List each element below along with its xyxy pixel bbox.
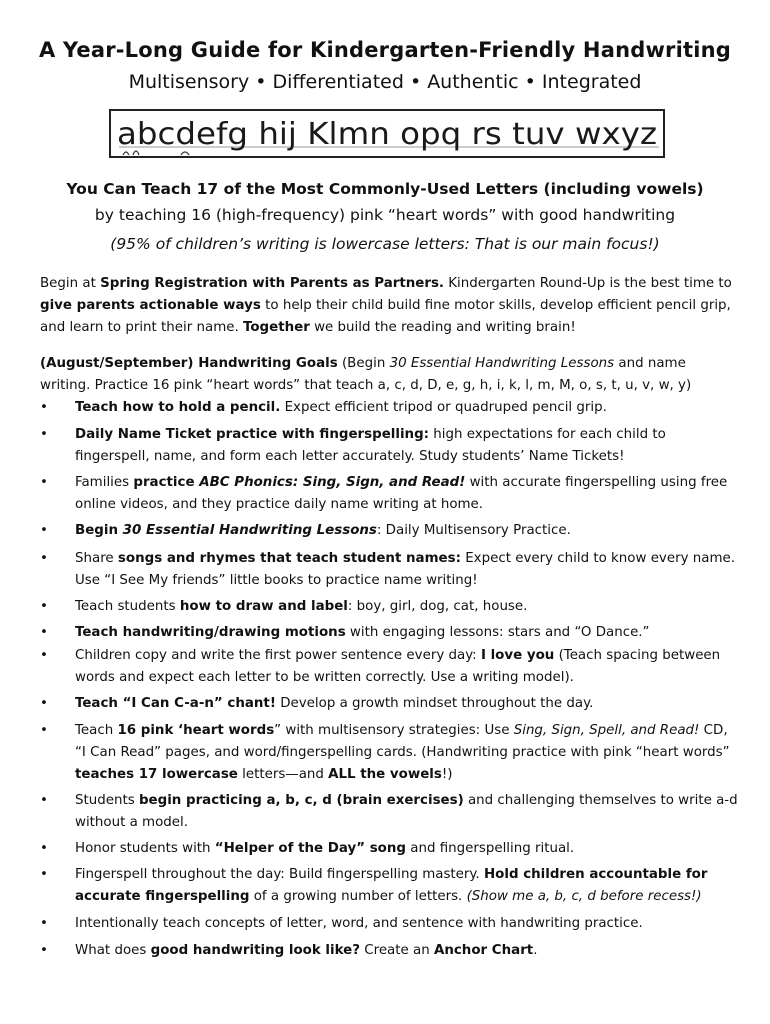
bullet-icon: • (40, 625, 48, 640)
document-page: A Year-Long Guide for Kindergarten-Friendly Handwriting Multisensory • Differentiated • Authentic • Integrated abcdefg hij Klmn opq rs tuv wxyz You Can Teach 17 of the Most Commonly-Used Letters (including vowels) by teaching 16 (high-frequency) pink “heart words” with good handwriting (95% of children’s writing is lowercase letters: That is our main focus!) Begin at Spring Registration with Parents as Partners. Kindergarten Round-Up is the best time to give parents actionable ways to help their child build fine motor skills, develop efficient pencil grip, and learn to print their name. Together we build the reading and writing brain! (August/September) Handwriting Goals (Begin 30 Essential Handwriting Lessons and name writing. Practice 16 pink “heart words” that teach a, c, d, D, e, g, h, i, k, l, m, M, o, s, t, u, v, w, y) • Teach how to hold a pencil. Expect efficient tripod or quadruped pencil grip. • Daily Name Ticket practice with fingerspelling: high expectations for each child to fingerspell, name, and form each letter accurately. Study students’ Name Tickets! • Families practice ABC Phonics: Sing, Sign, and Read! with accurate fingerspelling using free online videos, and they practice daily name writing at home. • Begin 30 Essential Handwriting Lessons: Daily Multisensory Practice. • Share songs and rhymes that teach student names: Expect every child to know every name. Use “I See My friends” little books to practice name writing! • Teach students how to draw and label: boy, girl, dog, cat, house. • Teach handwriting/drawing motions with engaging lessons: stars and “O Dance.” • Children copy and write the first power sentence every day: I love you (Teach spacing between words and expect each letter to be written correctly. Use a writing model). • Teach “I Can C-a-n” chant! Develop a growth mindset throughout the day. • Teach 16 pink ‘heart words” with multisensory strategies: Use Sing, Sign, Spell, and Read! CD, “I Can Read” pages, and word/fingerspelling cards. (Handwriting practice with pink “heart words” teaches 17 lowercase letters—and ALL the vowels!) • Students begin practicing a, b, c, d (brain exercises) and challenging themselves to write a-d without a model. • Honor students with “Helper of the Day” song and fingerspelling ritual. • Fingerspell throughout the day: Build fingerspelling mastery. Hold children accountable for accurate fingerspelling of a growing number of letters. (Show me a, b, c, d before recess!) • Intentionally teach concepts of letter, word, and sentence with handwriting practice. • What does good handwriting look like? Create an Anchor Chart. (0, 0, 770, 1024)
bullet-icon: • (40, 696, 48, 711)
intro-paragraph: Begin at Spring Registration with Parents as Partners. Kindergarten Round-Up is the best time to give parents actionable ways to help their child build fine motor skills, develop efficient pencil grip, and learn to print their name. Together we build the reading and writing brain! (40, 276, 732, 335)
page-title: A Year-Long Guide for Kindergarten-Friendly Handwriting (38, 38, 732, 62)
bullet-icon: • (40, 427, 48, 442)
bullet-icon: • (40, 867, 48, 882)
bullet-icon: • (40, 793, 48, 808)
bullet-icon: • (40, 551, 48, 566)
page-subtitle: Multisensory • Differentiated • Authentic • Integrated (128, 71, 642, 93)
handwritten-alphabet-strip (109, 109, 665, 158)
bullet-icon: • (40, 841, 48, 856)
bullet-icon: • (40, 475, 48, 490)
goals-paragraph: (August/September) Handwriting Goals (Begin 30 Essential Handwriting Lessons and name writing. Practice 16 pink “heart words” that teach a, c, d, D, e, g, h, i, k, l, m, M, o, s, t, u, v, w, y) (40, 356, 692, 393)
bullet-icon: • (40, 916, 48, 931)
headline-line-3: (95% of children’s writing is lowercase letters: That is our main focus!) (110, 235, 660, 253)
bullet-icon: • (40, 723, 48, 738)
bullet-icon: • (40, 400, 48, 415)
bullet-icon: • (40, 599, 48, 614)
bullet-icon: • (40, 943, 48, 958)
headline-line-2: by teaching 16 (high-frequency) pink “heart words” with good handwriting (94, 206, 676, 224)
bullet-icon: • (40, 523, 48, 538)
handwritten-alphabet-image (111, 111, 663, 156)
headline-line-1: You Can Teach 17 of the Most Commonly-Used Letters (including vowels) (66, 180, 704, 198)
alphabet-letters: abcdefg hij Klmn opq rs tuv wxyz (117, 117, 657, 152)
bullet-icon: • (40, 648, 48, 663)
